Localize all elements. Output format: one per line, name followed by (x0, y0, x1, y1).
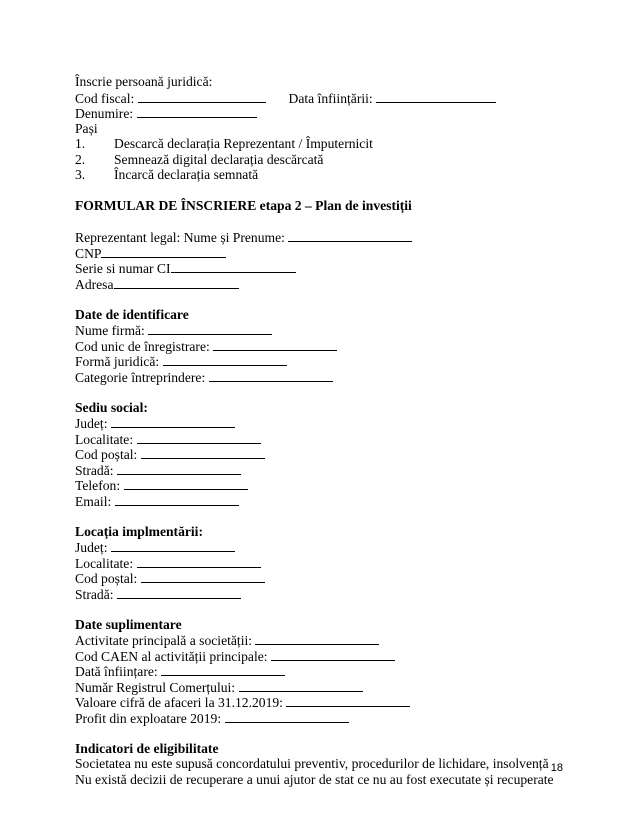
field-label: Valoare cifră de afaceri la 31.12.2019: (75, 695, 283, 710)
loc-judet-field[interactable] (111, 539, 235, 552)
field-row (75, 462, 565, 478)
field-row (75, 431, 565, 447)
field-label: Nume firmă: (75, 323, 145, 338)
adresa-label: Adresa (75, 276, 114, 292)
field-label: Număr Registrul Comerțului: (75, 679, 236, 695)
forma-juridica-field[interactable] (163, 353, 287, 366)
rep-name-label: Reprezentant legal: Nume și Prenume: (75, 230, 285, 245)
field-label: Localitate: (75, 555, 134, 571)
data-infiintarii-label: Data înființării: (288, 90, 373, 106)
field-label: Cod poștal: (75, 571, 138, 586)
document-page (75, 74, 565, 787)
cod-fiscal-row (75, 90, 565, 106)
field-row (75, 446, 565, 462)
field-label: Formă juridică: (75, 354, 160, 369)
field-row (75, 570, 565, 586)
cod-caen-field[interactable] (271, 648, 395, 661)
loc-cod-postal-field[interactable] (141, 570, 265, 583)
step-text: Semnează digital declarația descărcată (114, 151, 324, 167)
sediu-email-field[interactable] (115, 493, 239, 506)
field-row (75, 632, 565, 648)
cod-fiscal-label: Cod fiscal: (75, 90, 135, 106)
step-number: 3. (75, 167, 86, 182)
field-label: Județ: (75, 416, 108, 431)
field-row (75, 679, 565, 695)
step-text: Descarcă declarația Reprezentant / Împuternicit (114, 136, 373, 151)
step-item (75, 136, 565, 152)
step-item (75, 167, 565, 183)
field-row (75, 338, 565, 354)
ci-field[interactable] (171, 260, 296, 273)
field-label: Județ: (75, 540, 108, 555)
field-label: Email: (75, 493, 112, 509)
field-label: Cod poștal: (75, 447, 138, 462)
field-row (75, 353, 565, 369)
pasi-label: Pași (75, 120, 98, 136)
field-label: Cod unic de înregistrare: (75, 338, 210, 354)
nume-firma-field[interactable] (148, 322, 272, 335)
field-row (75, 648, 565, 664)
sediu-judet-field[interactable] (111, 415, 235, 428)
sediu-strada-field[interactable] (117, 462, 241, 475)
categorie-field[interactable] (209, 369, 333, 382)
loc-strada-field[interactable] (117, 586, 241, 599)
field-label: Cod CAEN al activității principale: (75, 648, 268, 664)
loc-localitate-field[interactable] (137, 555, 261, 568)
sediu-heading: Sediu social: (75, 399, 148, 415)
locatie-heading: Locația implmentării: (75, 523, 203, 539)
field-row (75, 663, 565, 679)
field-label: Dată înființare: (75, 664, 158, 679)
reg-comert-field[interactable] (239, 679, 363, 692)
step-item (75, 152, 565, 168)
field-row (75, 694, 565, 710)
field-label: Categorie întreprindere: (75, 369, 206, 385)
rep-name-row (75, 229, 565, 245)
denumire-label: Denumire: (75, 106, 134, 121)
field-row (75, 555, 565, 571)
eligibility-heading: Indicatori de eligibilitate (75, 740, 219, 756)
field-row (75, 369, 565, 385)
field-label: Activitate principală a societății: (75, 633, 253, 648)
sediu-cod-postal-field[interactable] (141, 446, 265, 459)
identification-heading: Date de identificare (75, 306, 189, 322)
field-row (75, 710, 565, 726)
field-row (75, 415, 565, 431)
cod-fiscal-field[interactable] (138, 90, 266, 103)
step-text: Încarcă declarația semnată (114, 167, 259, 182)
sediu-localitate-field[interactable] (137, 431, 261, 444)
data-infiintarii-field[interactable] (376, 90, 496, 103)
cifra-afaceri-field[interactable] (286, 694, 410, 707)
field-row (75, 322, 565, 338)
rep-name-field[interactable] (288, 229, 412, 242)
step-number: 1. (75, 136, 86, 151)
step-number: 2. (75, 151, 86, 167)
field-row (75, 493, 565, 509)
cnp-label: CNP (75, 245, 102, 261)
denumire-field[interactable] (137, 105, 257, 118)
form-title: FORMULAR DE ÎNSCRIERE etapa 2 – Plan de investiții (75, 198, 412, 213)
field-label: Stradă: (75, 462, 114, 478)
field-row (75, 477, 565, 493)
adresa-field[interactable] (114, 276, 239, 289)
cnp-field[interactable] (101, 245, 226, 258)
register-title: Înscrie persoană juridică: (75, 74, 213, 89)
page-number: 18 (550, 762, 563, 774)
suplimentare-heading: Date suplimentare (75, 616, 182, 632)
ci-row (75, 260, 565, 276)
field-label: Stradă: (75, 586, 114, 602)
adresa-row (75, 276, 565, 292)
ci-label: Serie si numar CI (75, 261, 171, 276)
cnp-row (75, 245, 565, 261)
profit-field[interactable] (225, 710, 349, 723)
data-infiintare-field[interactable] (161, 663, 285, 676)
field-label: Localitate: (75, 431, 134, 447)
field-row (75, 539, 565, 555)
field-row (75, 586, 565, 602)
sediu-telefon-field[interactable] (124, 477, 248, 490)
field-label: Profit din exploatare 2019: (75, 710, 222, 726)
activitate-field[interactable] (255, 632, 379, 645)
eligibility-line: Nu există decizii de recuperare a unui ajutor de stat ce nu au fost executate și recuperate (75, 771, 554, 787)
denumire-row (75, 105, 565, 121)
field-label: Telefon: (75, 478, 121, 493)
eligibility-line: Societatea nu este supusă concordatului preventiv, procedurilor de lichidare, insolvență (75, 756, 549, 771)
cui-field[interactable] (213, 338, 337, 351)
